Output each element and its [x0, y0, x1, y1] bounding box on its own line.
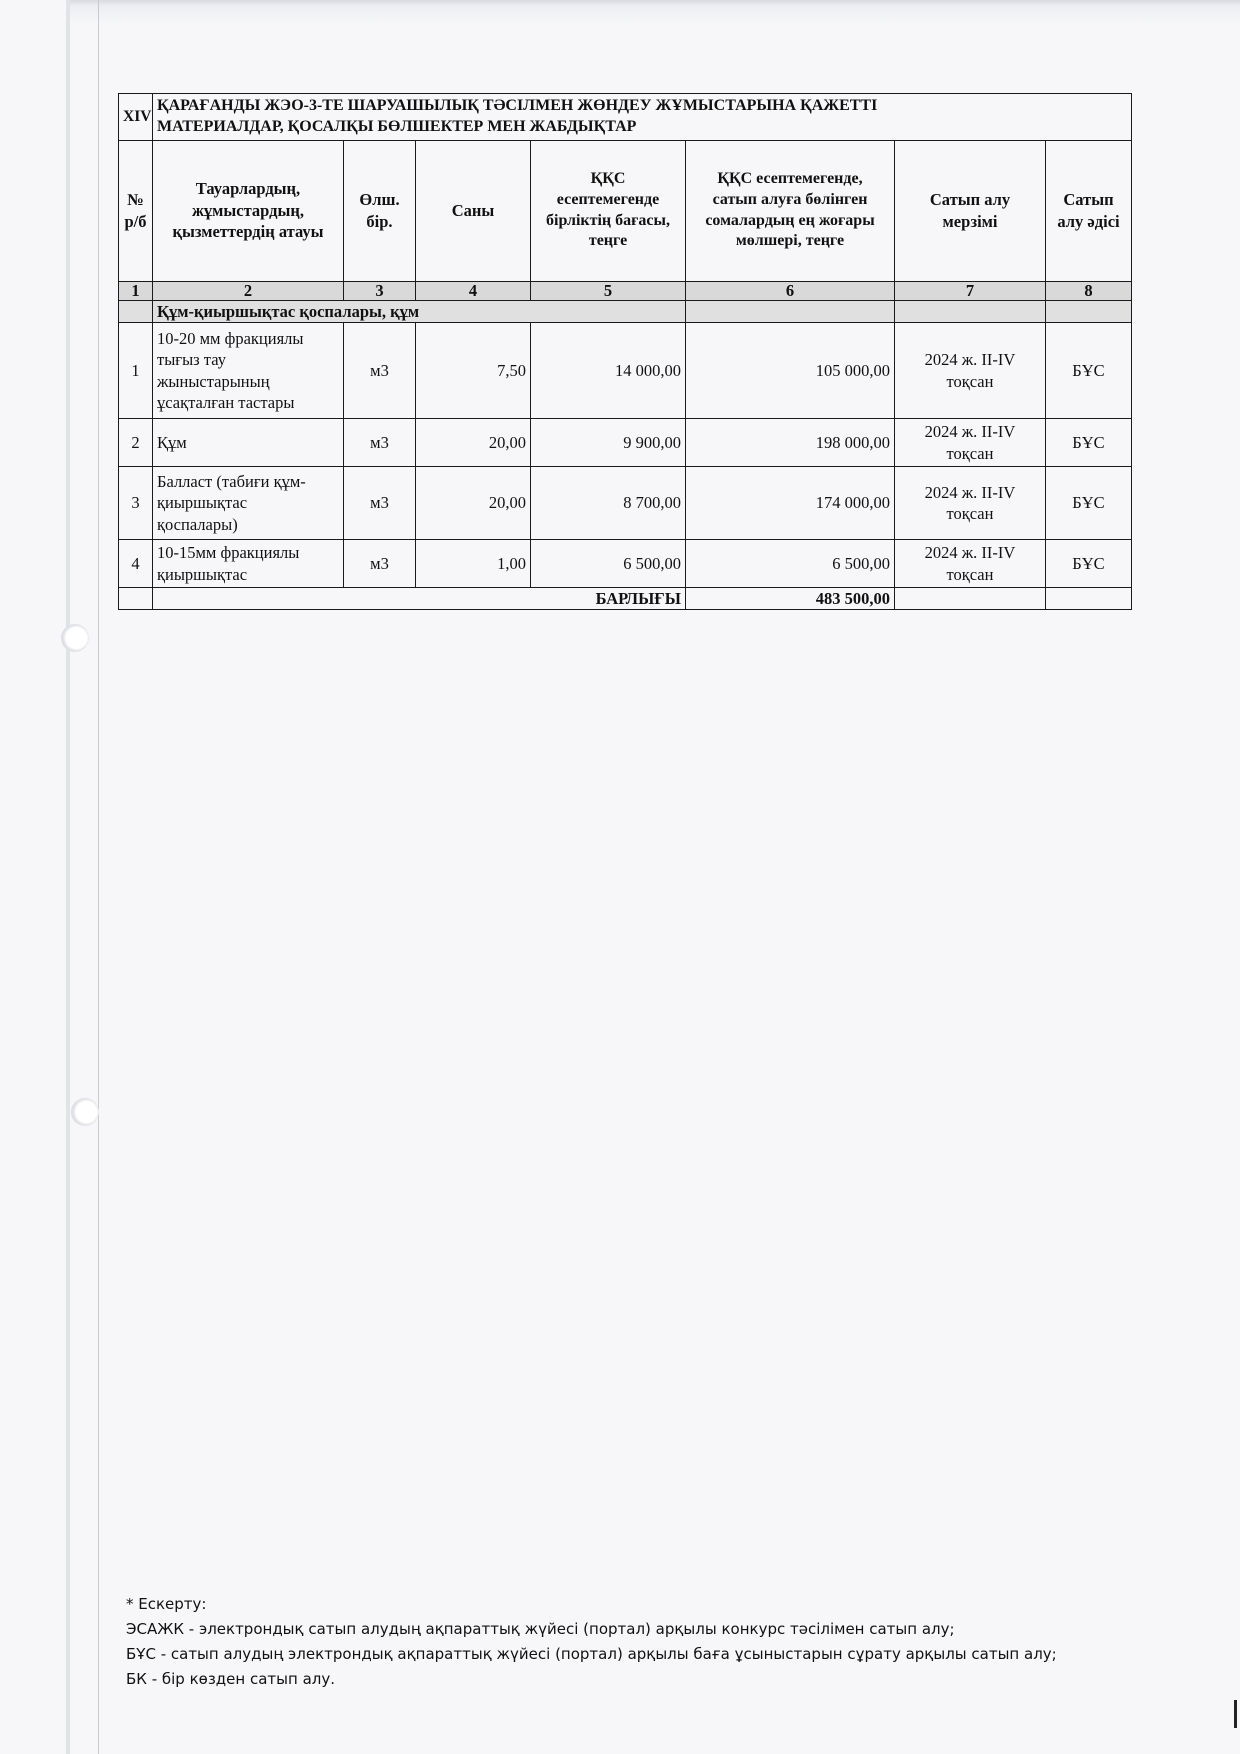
- procurement-method: БҰС: [1046, 540, 1132, 588]
- header-text: бір.: [366, 211, 393, 231]
- group-empty-cell: [895, 300, 1046, 322]
- period-line: 2024 ж. II-IV: [924, 422, 1016, 442]
- section-title: [153, 94, 1132, 141]
- column-index: 7: [895, 281, 1046, 300]
- max-amount: 105 000,00: [686, 323, 895, 419]
- period-line: тоқсан: [946, 504, 994, 524]
- header-text: сомалардың ең жоғары: [705, 211, 875, 229]
- unit: м3: [344, 419, 416, 467]
- footnote-title: * Ескерту:: [126, 1595, 207, 1613]
- header-text: Тауарлардың,: [195, 179, 301, 199]
- column-header-row: [119, 140, 1132, 281]
- item-name: [153, 323, 344, 419]
- procurement-period: [895, 323, 1046, 419]
- period-line: тоқсан: [946, 371, 994, 391]
- header-text: Сатып алу: [929, 190, 1011, 210]
- procurement-method: БҰС: [1046, 323, 1132, 419]
- procurement-period: [895, 467, 1046, 540]
- unit-price: 14 000,00: [531, 323, 686, 419]
- header-text: теңге: [588, 232, 628, 250]
- item-name-line: Балласт (табиғи құм-: [157, 471, 306, 491]
- quantity: 20,00: [416, 467, 531, 540]
- total-empty-cell: [1046, 588, 1132, 610]
- procurement-period: [895, 419, 1046, 467]
- procurement-period: [895, 540, 1046, 588]
- unit: м3: [344, 540, 416, 588]
- header-unit-price: [531, 140, 686, 281]
- group-title: Құм-қиыршықтас қоспалары, құм: [153, 300, 686, 322]
- header-text: ҚҚС: [590, 170, 626, 187]
- header-text: Өлш.: [359, 190, 400, 210]
- row-number: 1: [119, 323, 153, 419]
- punch-hole-upper: [61, 624, 89, 652]
- header-text: бірліктің бағасы,: [546, 211, 670, 229]
- column-index: 1: [119, 281, 153, 300]
- header-unit: [344, 140, 416, 281]
- header-procurement-method: [1046, 140, 1132, 281]
- max-amount: 174 000,00: [686, 467, 895, 540]
- table-row: [119, 419, 1132, 467]
- group-empty-cell: [119, 300, 153, 322]
- table-row: [119, 323, 1132, 419]
- header-text: №: [127, 190, 144, 210]
- header-text: жұмыстардың,: [191, 200, 305, 220]
- header-procurement-period: [895, 140, 1046, 281]
- header-text: есептемегенде: [556, 190, 660, 208]
- table-row: [119, 540, 1132, 588]
- quantity: 1,00: [416, 540, 531, 588]
- row-number: 3: [119, 467, 153, 540]
- total-label: БАРЛЫҒЫ: [153, 588, 686, 610]
- item-name-line: Құм: [157, 432, 187, 452]
- item-name: [153, 419, 344, 467]
- unit-price: 9 900,00: [531, 419, 686, 467]
- header-row-number: [119, 140, 153, 281]
- scan-left-edge: [66, 0, 70, 1754]
- group-empty-cell: [1046, 300, 1132, 322]
- header-text: мөлшері, теңге: [735, 232, 845, 250]
- group-row: [119, 300, 1132, 322]
- unit-price: 8 700,00: [531, 467, 686, 540]
- total-empty-cell: [119, 588, 153, 610]
- row-number: 2: [119, 419, 153, 467]
- scan-right-mark: [1234, 1700, 1237, 1728]
- total-amount: 483 500,00: [686, 588, 895, 610]
- item-name-line: жыныстарының: [157, 371, 270, 391]
- item-name-line: ұсақталған тастары: [157, 392, 295, 412]
- item-name-line: қиыршықтас: [157, 564, 248, 584]
- period-line: 2024 ж. II-IV: [924, 543, 1016, 563]
- punch-hole-lower: [71, 1098, 99, 1126]
- procurement-method: БҰС: [1046, 419, 1132, 467]
- section-title-line: МАТЕРИАЛДАР, ҚОСАЛҚЫ БӨЛШЕКТЕР МЕН ЖАБДЫҚТАР: [157, 117, 637, 135]
- total-empty-cell: [895, 588, 1046, 610]
- unit: м3: [344, 323, 416, 419]
- max-amount: 6 500,00: [686, 540, 895, 588]
- total-row: [119, 588, 1132, 610]
- quantity: 7,50: [416, 323, 531, 419]
- column-index: 3: [344, 281, 416, 300]
- footnote-line: БҰС - сатып алудың электрондық ақпараттық жүйесі (портал) арқылы баға ұсыныстарын сұрату арқылы сатып алу;: [126, 1645, 1057, 1663]
- item-name-line: қоспалары): [157, 514, 238, 534]
- header-text: Сатып: [1063, 190, 1114, 210]
- header-text: сатып алуға бөлінген: [712, 190, 868, 208]
- section-header-row: [119, 94, 1132, 141]
- procurement-method: БҰС: [1046, 467, 1132, 540]
- item-name-line: тығыз тау: [157, 350, 226, 370]
- group-empty-cell: [686, 300, 895, 322]
- footnote-line: ЭСАЖК - электрондық сатып алудың ақпараттық жүйесі (портал) арқылы конкурс тәсілімен сатып алу;: [126, 1620, 955, 1638]
- period-line: 2024 ж. II-IV: [924, 350, 1016, 370]
- max-amount: 198 000,00: [686, 419, 895, 467]
- header-text: қызметтердің атауы: [172, 222, 324, 242]
- header-text: алу әдісі: [1057, 211, 1120, 231]
- header-text: р/б: [124, 211, 147, 231]
- column-index: 5: [531, 281, 686, 300]
- quantity: 20,00: [416, 419, 531, 467]
- footnote-line: БК - бір көзден сатып алу.: [126, 1670, 336, 1688]
- section-number: XIV: [119, 94, 153, 141]
- scan-margin-line: [98, 0, 99, 1754]
- period-line: тоқсан: [946, 564, 994, 584]
- scan-top-shadow: [70, 0, 1240, 24]
- header-text: мерзімі: [942, 211, 998, 231]
- item-name: [153, 540, 344, 588]
- section-title-line: ҚАРАҒАНДЫ ЖЭО-3-ТЕ ШАРУАШЫЛЫҚ ТӘСІЛМЕН ЖӨНДЕУ ЖҰМЫСТАРЫНА ҚАЖЕТТІ: [157, 97, 878, 114]
- item-name-line: 10-20 мм фракциялы: [157, 328, 304, 348]
- header-item-name: [153, 140, 344, 281]
- item-name-line: қиыршықтас: [157, 493, 248, 513]
- item-name: [153, 467, 344, 540]
- header-quantity: Саны: [416, 140, 531, 281]
- column-index: 6: [686, 281, 895, 300]
- row-number: 4: [119, 540, 153, 588]
- procurement-table: [118, 93, 1132, 610]
- period-line: тоқсан: [946, 443, 994, 463]
- column-index-row: [119, 281, 1132, 300]
- table-row: [119, 467, 1132, 540]
- column-index: 2: [153, 281, 344, 300]
- header-max-amount: [686, 140, 895, 281]
- footnote: [126, 1592, 1176, 1692]
- column-index: 4: [416, 281, 531, 300]
- column-index: 8: [1046, 281, 1132, 300]
- unit: м3: [344, 467, 416, 540]
- item-name-line: 10-15мм фракциялы: [157, 543, 300, 563]
- period-line: 2024 ж. II-IV: [924, 482, 1016, 502]
- unit-price: 6 500,00: [531, 540, 686, 588]
- header-text: ҚҚС есептемегенде,: [717, 170, 863, 187]
